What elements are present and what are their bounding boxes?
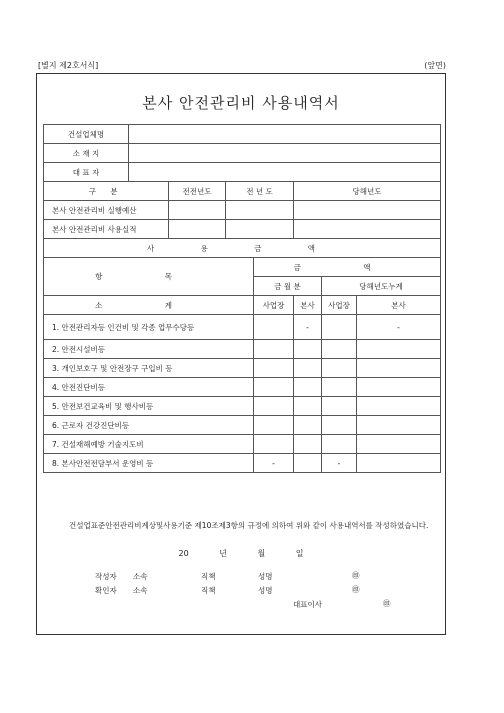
info-row	[44, 144, 441, 163]
amount-cell[interactable]	[254, 359, 294, 378]
budget-cell[interactable]	[226, 201, 294, 220]
hq-header: 본사	[294, 296, 322, 315]
budget-row	[44, 201, 441, 220]
amount-cell[interactable]	[294, 454, 322, 473]
writer-name-label: 성명	[258, 572, 273, 581]
amount-cell[interactable]	[254, 435, 294, 454]
amount-cell[interactable]	[254, 416, 294, 435]
form-frame	[36, 73, 446, 635]
amount-cell[interactable]	[322, 378, 357, 397]
amount-cell[interactable]: -	[357, 315, 441, 340]
budget-plan-label: 본사 안전관리비 실행예산	[44, 201, 169, 220]
table-row	[44, 435, 441, 454]
budget-header-row	[44, 182, 441, 201]
amount-cell[interactable]	[294, 359, 322, 378]
form-number: [별지 제2호서식]	[38, 61, 99, 70]
table-row	[44, 340, 441, 359]
amount-cell[interactable]	[254, 397, 294, 416]
amount-cell[interactable]	[254, 315, 294, 340]
address-label: 소 재 지	[44, 144, 129, 163]
table-row	[44, 397, 441, 416]
amount-cell[interactable]: -	[294, 315, 322, 340]
current-year-header: 당해년도	[294, 182, 441, 201]
representative-label: 대 표 자	[44, 163, 129, 182]
page-title: 본사 안전관리비 사용내역서	[142, 94, 340, 112]
ceo-role: 대표이사	[293, 600, 322, 609]
item-label: 8. 본사안전전담부서 운영비 등	[44, 454, 254, 473]
usage-report-table	[43, 124, 441, 473]
writer-affiliation-label: 소속	[133, 572, 148, 581]
usage-header-row	[44, 258, 441, 277]
last-year-header: 전 년 도	[226, 182, 294, 201]
table-row	[44, 315, 441, 340]
budget-cell[interactable]	[169, 201, 226, 220]
subtotal-label: 소 계	[44, 296, 254, 315]
amount-cell[interactable]	[294, 435, 322, 454]
amount-cell[interactable]	[357, 416, 441, 435]
address-field[interactable]	[129, 144, 441, 163]
writer-seal-icon[interactable]: ㊞	[352, 571, 360, 580]
checker-affiliation-label: 소속	[133, 586, 148, 595]
amount-header: 금 액	[254, 258, 441, 277]
table-row	[44, 378, 441, 397]
amount-cell[interactable]	[322, 397, 357, 416]
item-label: 2. 안전시설비등	[44, 340, 254, 359]
current-month-header: 금 월 분	[254, 277, 322, 296]
company-name-label: 건설업체명	[44, 125, 129, 144]
amount-cell[interactable]	[322, 435, 357, 454]
item-label: 4. 안전진단비등	[44, 378, 254, 397]
statement-text: 건설업표준안전관리비계상및사용기준 제10조제3항의 규정에 의하여 위와 같이 사용내역서를 작성하였습니다.	[69, 521, 429, 530]
amount-cell[interactable]	[357, 378, 441, 397]
item-label: 6. 근로자 건강진단비등	[44, 416, 254, 435]
amount-cell[interactable]: -	[322, 454, 357, 473]
writer-position-label: 직책	[201, 572, 216, 581]
budget-row	[44, 220, 441, 239]
budget-actual-label: 본사 안전관리비 사용실적	[44, 220, 169, 239]
amount-cell[interactable]	[357, 454, 441, 473]
amount-cell[interactable]	[322, 359, 357, 378]
amount-cell[interactable]	[322, 340, 357, 359]
info-row	[44, 125, 441, 144]
amount-cell[interactable]	[322, 416, 357, 435]
company-name-field[interactable]	[129, 125, 441, 144]
amount-cell[interactable]	[294, 416, 322, 435]
ceo-seal-icon[interactable]: ㊞	[383, 599, 391, 608]
checker-role: 확인자	[95, 586, 117, 595]
date-month-unit: 월	[257, 549, 266, 558]
date-day-unit: 일	[295, 549, 304, 558]
checker-position-label: 직책	[201, 586, 216, 595]
budget-cell[interactable]	[294, 220, 441, 239]
amount-cell[interactable]	[357, 340, 441, 359]
site-header: 사업장	[254, 296, 294, 315]
amount-cell[interactable]	[357, 435, 441, 454]
date-year-unit: 년	[219, 549, 227, 558]
amount-cell[interactable]	[357, 397, 441, 416]
usage-section-row	[44, 239, 441, 258]
amount-cell[interactable]	[294, 397, 322, 416]
item-label: 7. 건설재해예방 기술지도비	[44, 435, 254, 454]
item-header: 항 목	[44, 258, 254, 296]
item-label: 5. 안전보건교육비 및 행사비등	[44, 397, 254, 416]
category-header: 구 분	[44, 182, 169, 201]
date-year: 20	[178, 549, 189, 558]
item-label: 3. 개인보호구 및 안전장구 구입비 등	[44, 359, 254, 378]
table-row	[44, 454, 441, 473]
hq-header: 본사	[357, 296, 441, 315]
subtotal-row	[44, 296, 441, 315]
budget-cell[interactable]	[226, 220, 294, 239]
amount-cell[interactable]: -	[254, 454, 294, 473]
usage-section-title: 사 용 금 액	[44, 239, 441, 258]
table-row	[44, 416, 441, 435]
info-row	[44, 163, 441, 182]
budget-cell[interactable]	[294, 201, 441, 220]
year-before-last-header: 전전년도	[169, 182, 226, 201]
writer-role: 작성자	[95, 572, 117, 581]
site-header: 사업장	[322, 296, 357, 315]
amount-cell[interactable]	[254, 378, 294, 397]
amount-cell[interactable]	[357, 359, 441, 378]
amount-cell[interactable]	[322, 315, 357, 340]
item-label: 1. 안전관리자등 인건비 및 각종 업무수당등	[44, 315, 254, 340]
date-line	[37, 548, 445, 559]
budget-cell[interactable]	[169, 220, 226, 239]
checker-seal-icon[interactable]: ㊞	[352, 585, 360, 594]
page-side-label: (앞면)	[424, 61, 446, 70]
amount-cell[interactable]	[294, 378, 322, 397]
representative-field[interactable]	[129, 163, 441, 182]
cumulative-header: 당해년도누계	[322, 277, 441, 296]
table-row	[44, 359, 441, 378]
amount-cell[interactable]	[254, 340, 294, 359]
amount-cell[interactable]	[294, 340, 322, 359]
checker-name-label: 성명	[258, 586, 273, 595]
